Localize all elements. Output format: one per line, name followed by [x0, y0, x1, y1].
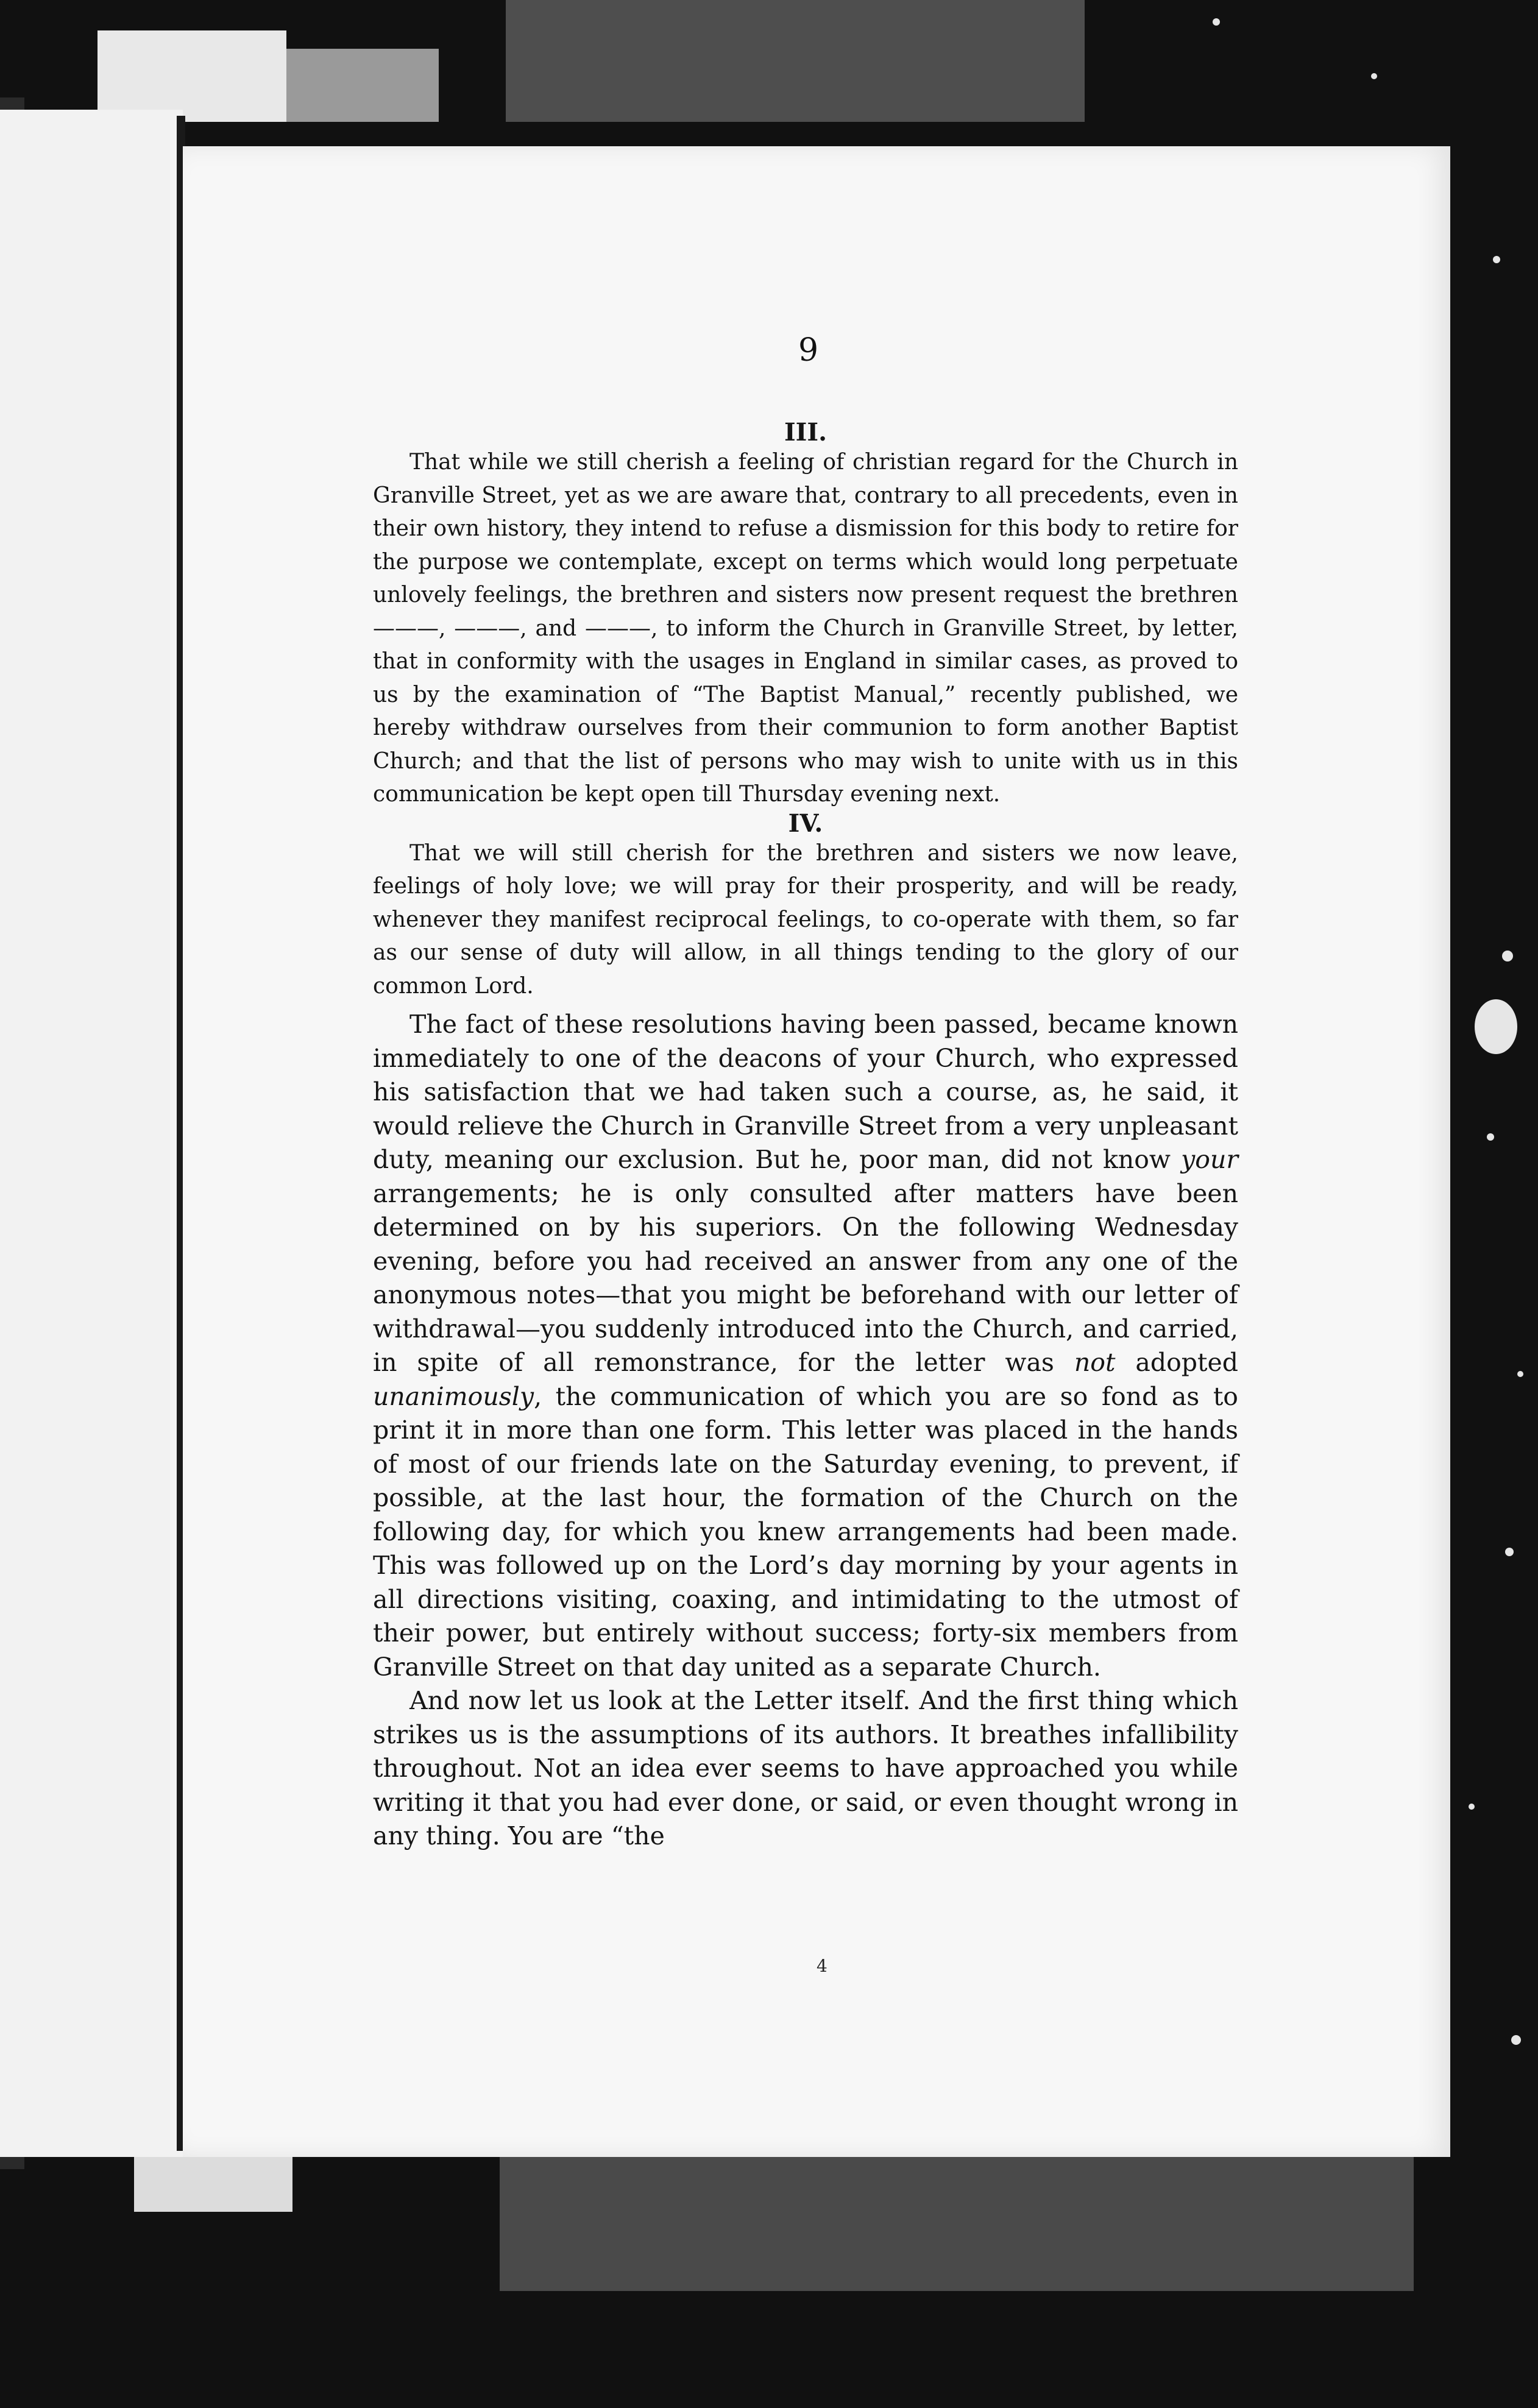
catchword: 4 — [817, 1956, 827, 1976]
film-patch-top — [506, 0, 1085, 122]
p1-emphasis-not: not — [1074, 1348, 1116, 1377]
p1-text-c: adopted — [1115, 1348, 1238, 1377]
section-heading-iv: IV. — [788, 809, 823, 838]
body-paragraph-2: And now let us look at the Letter itself. And the first thing which strikes us is the assumptions of its authors. It breathes infallibility throughout. Not an idea ever seems to have approached you while writing it that you had ever done, or said, or even thought wrong in any thing. You are “the — [373, 1686, 1238, 1850]
page-number: 9 — [798, 332, 819, 369]
body-paragraph-1 — [373, 1008, 1238, 1684]
section-iv-text: That we will still cherish for the brethren and sisters we now leave, feelings of holy love; we will pray for their prosperity, and will be ready, whenever they manifest reciprocal feelings, to co-operate with them, so far as our sense of duty will allow, in all things tending to the glory of our common Lord. — [373, 840, 1238, 999]
section-iii-text: That while we still cherish a feeling of christian regard for the Church in Granville Street, yet as we are aware that, contrary to all precedents, even in their own history, they intend to refuse a dismission for this body to retire for the purpose we contemplate, except on terms which would long perpetuate unlovely feelings, the brethren and sisters now present request the brethren ———, ———, and ———, to inform the Church in Granville Street, by letter, that in conformity with the usages in England in similar cases, as proved to us by the examination of “The Baptist Manual,” recently published, we hereby withdraw ourselves from their communion to form another Baptist Church; and that the list of persons who may wish to unite with us in this communication be kept open till Thursday evening next. — [373, 450, 1238, 807]
film-patch-bottom — [500, 2151, 1414, 2291]
p1-emphasis-unanimously: unanimously — [373, 1381, 534, 1411]
page-text — [373, 420, 1238, 1854]
p1-text-a: The fact of these resolutions having been passed, became known immediately to one of the deacons of your Church, who expressed his satisfaction that we had taken such a course, as, he said, it would relieve the Church in Granville Street from a very unpleasant duty, meaning our exclusion. But he, poor man, did not know — [373, 1010, 1238, 1174]
film-label-top — [97, 30, 286, 122]
section-heading-iii: III. — [784, 418, 827, 447]
p1-text-d: , the communication of which you are so fond as to print it in more than one form. This letter was placed in the hands of most of our friends late on the Saturday evening, to prevent, if possible, at the last hour, the formation of the Church on the following day, for which you knew arrangements had been made. This was followed up on the Lord’s day morning by your agents in all directions visiting, coaxing, and intimidating to the utmost of their power, but entirely without success; forty-six members from Granville Street on that day united as a separate Church. — [373, 1381, 1238, 1682]
facing-page — [0, 110, 183, 2157]
film-label-top-mid — [286, 49, 439, 122]
p1-emphasis-your: your — [1181, 1145, 1238, 1174]
p1-text-b: arrangements; he is only consulted after matters have been determined on by his superiors. On the following Wednesday evening, before you had received an answer from any one of the anonymous notes—that you might be beforehand with our letter of withdrawal—you suddenly introduced into the Church, and carried, in spite of all remonstrance, for the letter was — [373, 1178, 1238, 1377]
